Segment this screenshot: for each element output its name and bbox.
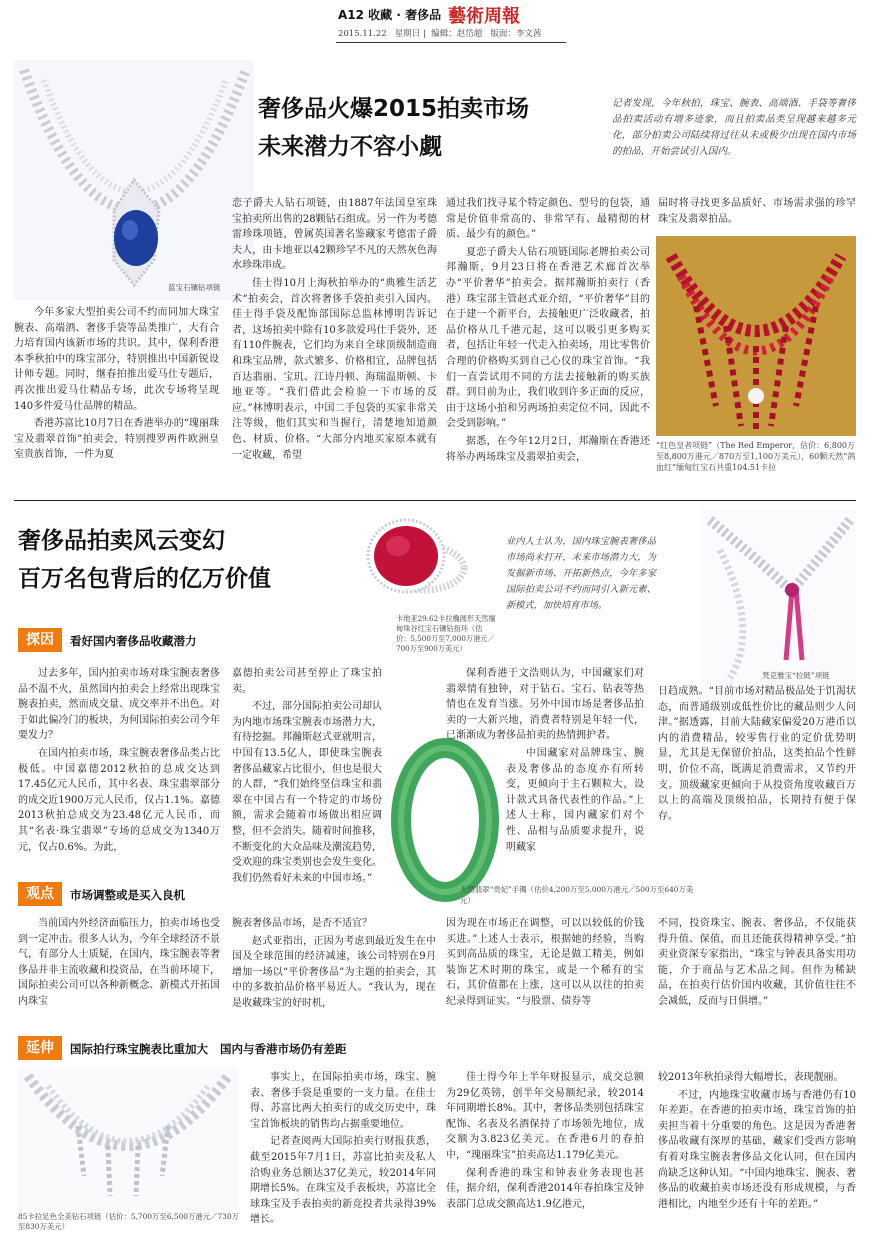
section-tag-guandian: 观点	[18, 882, 62, 906]
sapphire-necklace-image	[14, 60, 254, 300]
caption-jade-bangle: 天然翡翠“贵妃”手镯（估价4,200万至5,000万港元／500万至640万美元）	[460, 885, 694, 905]
section-tag-tanyin: 探因	[18, 628, 62, 652]
page-section-label: A12 收藏 · 奢侈品	[338, 8, 442, 22]
section-title-guandian: 市场调整或是买入良机	[70, 888, 185, 902]
caption-ruby-necklace: “红色皇者项链”（The Red Emperor，估价：6,800万至8,800万港元／870万至1,100万美元），60颗天然“鸽血红”缅甸红宝石共重104.51卡拉	[656, 441, 856, 472]
paragraph: 腕表奢侈品市场，是否不适宜？	[232, 918, 372, 929]
masthead-logo: 藝術周報	[448, 6, 520, 27]
paragraph: 今年多家大型拍卖公司不约而同加大珠宝腕表、高端酒、奢侈手袋等品类推广，大有合力培育国内该新市场的共识。其中，保利香港本季秋拍中的珠宝部分，特别推出中国新锐设计师专题。同时，继春拍推出爱马仕专题后，再次推出爱马仕精品专场，此次专场将呈现140多件爱马仕品牌的精品。	[14, 307, 219, 412]
caption-sapphire: 蓝宝石镶钻项链	[168, 283, 221, 292]
paragraph: 保利香港的珠宝和钟表业务表现也甚佳，据介绍，保利香港2014年春拍珠宝及钟表部门总成交额高达1.9亿港元，	[446, 1167, 644, 1210]
section-title-tanyin: 看好国内奢侈品收藏潜力	[70, 634, 197, 648]
page-header	[0, 0, 870, 46]
ruby-ring-image	[336, 508, 486, 616]
article1-col-1	[14, 305, 219, 493]
header-rule	[336, 42, 566, 43]
section2-col-4	[658, 916, 856, 1026]
paragraph: 据悉，在今年12月2日，邦瀚斯在香港还将举办两场珠宝及翡翠拍卖会，	[446, 435, 650, 463]
article1-title-line1: 奢侈品火爆2015拍卖市场	[258, 96, 530, 122]
paragraph: 不过，内地珠宝收藏市场与香港仍有10年差距。在香港的拍卖市场，珠宝首饰的拍卖担当着十分重要的角色。这是因为香港奢侈品收藏有深厚的基础，藏家们受西方影响有着对珠宝腕表奢侈品文化认同，但在国内尚缺乏这种认知。“中国内地珠宝、腕表、奢侈品的收藏拍卖市场还没有形成规模，与香港相比，内地至少还有十年的差距。”	[658, 1089, 856, 1210]
section2-col-2	[232, 916, 436, 1026]
section1-col-4	[658, 684, 856, 861]
issue-date: 2015.11.22	[338, 29, 387, 39]
paragraph: 过去多年，国内拍卖市场对珠宝腕表奢侈品不温不火，虽然国内拍卖会上经常出现珠宝腕表拍卖，然而成交量、成交率并不出色。对于如此偏冷门的板块，为何国际拍卖公司今年要发力？	[18, 668, 220, 742]
section1-col-3b	[506, 746, 644, 861]
paragraph: 嘉德拍卖公司甚至停止了珠宝拍卖。	[232, 668, 382, 695]
paragraph: 佳士得今年上半年财报显示，成交总额为29亿英镑，创半年交易额纪录，较2014年同期增长8%。其中，奢侈品类别包括珠宝配饰、名表及名酒保持了市场领先地位，成交额为3.823亿美元。在香港6月的春拍中，“瑰丽珠宝”拍卖高达1.179亿美元。	[446, 1072, 644, 1161]
section3-col-4	[658, 1070, 856, 1250]
section1-col-1	[18, 666, 220, 861]
zipper-necklace-image	[700, 510, 856, 684]
paragraph: 夏恋子爵夫人钻石项链国际老牌拍卖公司邦瀚斯，9月23日将在香港艺术廊首次举办“平价奢华”拍卖会。据邦瀚斯拍卖行（香港）珠宝部主管赵式亚介绍，“平价奢华”目的在于建一个新平台，去接触更广泛收藏者，拍品价格从几千港元起，这可以吸引更多购买者，包括让年轻一代走入拍卖场，用比零售价合理的价格购买到自己心仪的珠宝首饰。“我们一直尝试用不同的方法去接触新的购买族群。到目前为止，我们收到许多正面的反应，由于这场小拍和另两场拍卖定位不同，因此不会受到影响。”	[446, 246, 650, 430]
article1-lead: 记者发现，今年秋拍，珠宝、腕表、高端酒、手袋等奢侈品拍卖活动有增多迹象，而且拍卖品类呈现越来越多元化，部分拍卖公司陆续将过往从未或极少出现在国内市场的拍品，开始尝试引入国内。	[612, 98, 856, 157]
article1-title-line2: 未来潜力不容小觑	[258, 134, 442, 160]
section3-col-2	[250, 1070, 436, 1250]
paragraph: 恋子爵夫人钻石项链，由1887年法国皇室珠宝拍卖所出售的28颗钻石组成。另一件为考德雷珍珠项链，曾属英国著名鉴藏家考德雷子爵夫人，由卡地亚以42颗珍罕不凡的天然灰色海水珍珠串成。	[232, 198, 437, 272]
paragraph: 佳士得10月上海秋拍举办的“典雅生活艺术”拍卖会，首次将奢侈手袋拍卖引入国内。佳士得手袋及配饰部国际总监林博明告诉记者，这场拍卖中除有10多款爱玛仕手袋外，还有110件腕表，它们均为来自全球顶级制造商和珠宝品牌，款式繁多、价格相宜，品牌包括百达翡丽、宝玑、江诗丹顿、海瑞温斯顿、卡地亚等。“我们借此会检验一下市场的反应。”林博明表示，中国二手包袋的买家非常关注等级，他们其实和当握行，清楚地知道颜色、材质、价格。“大部分内地买家原本就有一定收藏，希望	[232, 277, 437, 461]
header-meta: 2015.11.22 星期日 | 编辑：赵岱超 版面：李文茜	[338, 29, 542, 39]
section-tag-yanshen: 延伸	[18, 1036, 62, 1060]
paragraph: 香港苏富比10月7日在香港举办的“瑰丽珠宝及翡翠首饰”拍卖会，特别搜罗两件欧洲皇室贵族首饰，一件为夏	[14, 418, 219, 461]
section1-col-3	[446, 666, 644, 742]
article2-title-line1: 奢侈品拍卖风云变幻	[18, 528, 225, 554]
section3-col-3	[446, 1070, 644, 1250]
paragraph: 日趋成熟。“目前市场对精品极品处于饥渴状态，而普通级别或低性价比的藏品则少人问津。”据透露，目前大陆藏家偏爱20万港币以内的消费精品，较零售行业的定价优势明显，尤其是无保留价拍品，这类拍品个性鲜明，价位不高，既满足消费需求，又节约开支。顶级藏家更倾向于从投资角度收藏百万以上的高端及顶级拍品，长期持有便于保存。	[658, 686, 856, 822]
article1-col-3	[446, 196, 650, 493]
caption-zipper-necklace: 梵克雅宝“拉链”项链	[762, 671, 830, 680]
section1-col-2	[232, 666, 382, 884]
caption-ruby-ring: 卡地亚29.62卡拉椭圆形天然缅甸珠谷红宝石镶钻指环（估价：5,500万至7,000万港元／700万至900万美元）	[396, 614, 496, 653]
issue-weekday: 星期日	[394, 29, 421, 39]
paragraph: 不过，部分国际拍卖公司却认为内地市场珠宝腕表市场潜力大，有待挖掘。邦瀚斯赵式亚就明言，中国有13.5亿人，即使珠宝腕表奢侈品藏家占比很小，但也是很大的人群，“我们始终坚信珠宝和翡翠在中国占有一个特定的市场份额，需求会随着市场做出相应调整，但不会消失。随着时间推移，不断变化的大众品味及潮流趋势，受欢迎的珠宝类别也会发生变化。我们仍然看好未来的中国市场。”	[232, 701, 382, 884]
caption-diamond-necklace: 85卡拉足色全美钻石项链（估价：5,700万至6,500万港元／730万至830万美元）	[18, 1212, 240, 1231]
paragraph: 事实上，在国际拍卖市场，珠宝、腕表、奢侈手袋是重要的一支力量。在佳士得、苏富比两大拍卖行的成交历史中，珠宝首饰板块的销售均占据重要地位。	[250, 1072, 436, 1130]
ruby-necklace-image	[656, 236, 856, 436]
paragraph: 因为现在市场正在调整，可以以较低的价钱买进。”上述人士表示，根据她的经验，当购买到高品质的珠宝，无论是做工精美，例如装饰艺术时期的珠宝，或是一个稀有的宝石，其价值都在上涨，这可以从以往的拍卖纪录得到证实。“与股票、债券等	[446, 918, 644, 1007]
paragraph: 通过我们找寻某个特定颜色、型号的包袋，通常是价值非常高的、非常罕有、最精彻的材质、最少有的颜色。”	[446, 198, 650, 241]
designer-credit: 版面：李文茜	[490, 29, 542, 39]
article2-lead: 业内人士认为，国内珠宝腕表奢侈品市场尚未打开，未来市场潜力大，为发掘新市场、开拓新热点，今年多家国际拍卖公司不约而同引入新元素、新模式，加快培育市场。	[506, 536, 656, 611]
diamond-necklace-image	[18, 1066, 238, 1210]
paragraph: 赵式亚指出，正因为考虑到最近发生在中国及全球范围的经济减速，该公司特别在9月增加一场以“平价奢侈品”为主题的拍卖会，其中的多数拍品价格平易近人。“我认为，现在是收藏珠宝的好时机，	[232, 935, 436, 1009]
paragraph: 较2013年秋拍录得大幅增长，表现靓丽。	[658, 1072, 844, 1083]
paragraph: 记者查阅两大国际拍卖行财报获悉，截至2015年7月1日，苏富比拍卖及私人洽购业务总额达37亿美元，较2014年同期增长5%。在珠宝及手表板块，苏富比全球珠宝及手表拍卖的新竞投者共录得39%增长。	[250, 1136, 436, 1226]
paragraph: 保利香港于文浩则认为，中国藏家们对翡翠情有独钟，对于钻石、宝石、钻表等热情也在发育当涨。另外中国市场是奢侈品拍卖的一大新兴地，消费者特别是年轻一代，已渐渐成为奢侈品拍卖的热情拥护者。	[446, 668, 644, 742]
section2-col-1	[18, 916, 220, 1026]
paragraph: 当前国内外经济面临压力，拍卖市场也受到一定冲击。很多人认为，今年全球经济不景气，有部分人士质疑，在国内，珠宝腕表等奢侈品并非主流收藏和投资品，在当前环境下，国际拍卖公司可以各种新概念、新模式开拓国内珠宝	[18, 918, 220, 1007]
section2-col-3	[446, 916, 644, 1026]
article1-col-2	[232, 196, 437, 493]
jade-bangle-image	[390, 740, 500, 900]
article1-col-4	[658, 196, 856, 232]
paragraph: 中国藏家对品牌珠宝、腕表及奢侈品的态度亦有所转变，更倾向于主石颗粒大，设计款式具备代表性的作品。”上述人士称，国内藏家们对个性、品相与品质要求提升，说明藏家	[506, 748, 644, 853]
paragraph: 在国内拍卖市场，珠宝腕表奢侈品类占比极低。中国嘉德2012秋拍的总成交达到17.45亿元人民币，其中名表、珠宝翡翠部分的成交近1900万元人民币，仅占1.1%。嘉德2013秋拍总成交为23.48亿元人民币，而其“名表·珠宝翡翠”专场的总成交为1340万元，仅占0.6%。为此，	[18, 747, 220, 853]
editor-credit: 编辑：赵岱超	[431, 29, 483, 39]
paragraph: 不同，投资珠宝、腕表、奢侈品，不仅能获得升值、保值，而且还能获得精神享受。”拍卖业资深专家指出，“珠宝与钟表具备实用功能，介于商品与艺术品之间。但作为稀缺品，在拍卖行估价国内收藏，其价值往往不会减低，反而与日俱增。”	[658, 918, 856, 1007]
section-title-yanshen: 国际拍行珠宝腕表比重加大 国内与香港市场仍有差距	[70, 1042, 347, 1056]
article-divider	[14, 500, 856, 501]
paragraph: 届时将寻找更多品质好、市场需求强的珍罕珠宝及翡翠拍品。	[658, 198, 856, 225]
article2-title-line2: 百万名包背后的亿万价值	[18, 566, 271, 592]
